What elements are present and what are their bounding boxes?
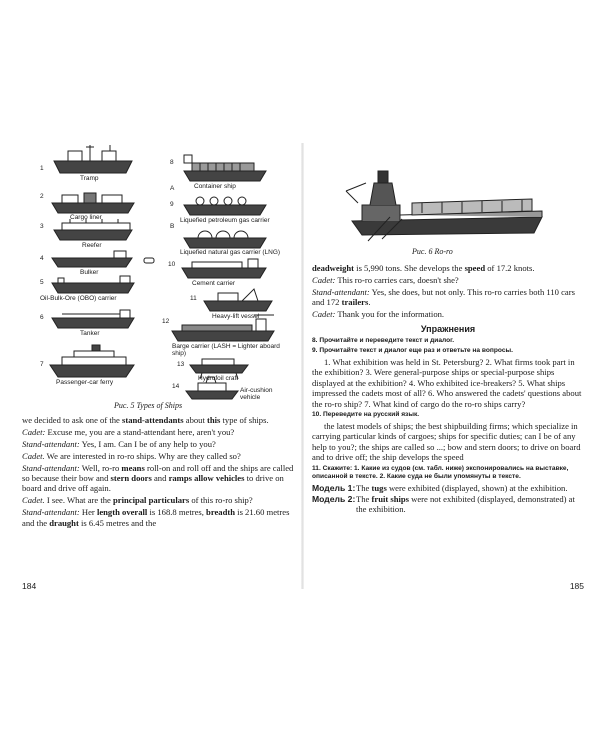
ship-label: Bulker <box>80 269 99 276</box>
ship-label: Container ship <box>194 183 236 190</box>
ship-cargo-liner-drawing <box>52 193 134 213</box>
dialogue-line: Cadet: This ro-ro carries cars, doesn't she? <box>312 274 459 285</box>
ship-number: 1 <box>40 165 44 172</box>
figure-types-of-ships <box>22 143 294 413</box>
ship-number: 2 <box>40 193 44 200</box>
task-9: 9. Прочитайте текст и диалог еще раз и ответьте на вопросы. <box>312 346 513 354</box>
page-number: 185 <box>569 581 584 591</box>
figure-caption: Рис. 5 Types of Ships <box>114 401 183 410</box>
ship-tramp-drawing <box>54 145 132 173</box>
model-label: Модель 1: <box>312 482 356 493</box>
left-page <box>22 143 294 589</box>
phrases-paragraph: the latest models of ships; the best shipbuilding firms; which specialize in carrying particular kinds of cargoes; ships for specific duties; can I be of any help to you?; the ships are called so ...; bow and stern doors; to drive on board and to drive off; the ship develops the speed <box>312 420 581 463</box>
ship-ferry-drawing <box>50 345 134 377</box>
ship-label: Cement carrier <box>192 280 235 287</box>
intro-paragraph: we decided to ask one of the stand-attendants about this type of ships. <box>22 415 269 425</box>
book-spread <box>22 143 584 589</box>
marker-a: A <box>170 185 175 192</box>
ship-bulker-drawing <box>52 251 154 267</box>
ship-number: 4 <box>40 255 44 262</box>
ship-label: Passenger-car ferry <box>56 379 114 386</box>
ship-label: Cargo liner <box>70 214 102 221</box>
task-10: 10. Переведите на русский язык. <box>312 410 420 418</box>
dialogue-line: Cadet: Excuse me, you are a stand-attendant here, aren't you? <box>22 426 235 437</box>
ship-lpg-drawing <box>184 197 266 215</box>
marker-b: B <box>170 223 175 230</box>
dialogue-line: Stand-attendant: Yes, I am. Can I be of any help to you? <box>22 438 216 449</box>
ship-label: Reefer <box>82 242 102 249</box>
model-text: The tugs were exhibited (displayed, shown) at the exhibition. <box>356 482 568 493</box>
ship-label: Oil-Bulk-Ore (OBO) carrier <box>40 295 117 302</box>
dialogue-line: Stand-attendant: Well, ro-ro means roll-on and roll off and the ships are called so because their bow and stern doors and ramps allow vehicles to drive on board and drive off again. <box>22 462 294 494</box>
dialogue-line: Stand-attendant: Her length overall is 168.8 metres, breadth is 21.60 metres and the draught is 6.45 metres and the <box>22 507 290 528</box>
model-text: The fruit ships were not exhibited (displayed, demonstrated) at the exhibition. <box>356 494 575 515</box>
ship-tanker-drawing <box>52 310 134 328</box>
ship-label: Tanker <box>80 330 100 337</box>
task-11: 11. Скажите: 1. Какие из судов (см. табл. ниже) экспонировались на выставке, описанной в тексте. 2. Какие суда не были упомянуты в тексте. <box>312 464 569 480</box>
ship-heavy-lift-drawing <box>204 289 272 311</box>
right-page <box>312 143 584 589</box>
model-2 <box>312 494 584 515</box>
page-number: 184 <box>22 581 37 591</box>
book-gutter <box>301 143 304 589</box>
ship-number: 12 <box>162 318 170 325</box>
right-text <box>312 263 584 515</box>
ship-label: Tramp <box>80 175 99 182</box>
dialogue-line: Stand-attendant: Yes, she does, but not only. This ro-ro carries both 110 cars and 172 trailers. <box>312 286 575 308</box>
ship-label: Liquefied natural gas carrier (LNG) <box>180 249 281 256</box>
ship-silhouettes <box>22 143 294 413</box>
ship-number: 7 <box>40 361 44 368</box>
ship-container-drawing <box>184 155 266 181</box>
ship-number: 13 <box>177 361 185 368</box>
continuation-paragraph: deadweight is 5,990 tons. She develops the speed of 17.2 knots. <box>312 263 535 273</box>
model-1 <box>312 483 584 493</box>
ship-lng-drawing <box>184 231 266 248</box>
ship-number: 5 <box>40 279 44 286</box>
questions-paragraph: 1. What exhibition was held in St. Petersburg? 2. What firms took part in the exhibition? 3. Were general-purpose ships or special-purpose ships displayed at the exhibition? 4. Who exhibited ice-breakers? 5. What ships impressed the cadets most of all? 6. Who answered the cadets' questions about the ro-ro ship? 7. What kind of cargo do the ro-ro ships carry? <box>312 356 582 409</box>
ship-number: 9 <box>170 201 174 208</box>
ship-label: Barge carrier (LASH = Lighter aboard ship) <box>172 343 280 357</box>
ro-ro-ship-drawing <box>342 143 552 243</box>
ship-number: 10 <box>168 261 176 268</box>
exercises-heading: Упражнения <box>420 323 476 334</box>
ship-number: 14 <box>172 383 180 390</box>
ship-reefer-drawing <box>54 219 132 240</box>
ship-number: 6 <box>40 314 44 321</box>
ship-cement-drawing <box>182 259 266 278</box>
left-text <box>22 415 294 530</box>
ship-obo-drawing <box>52 276 134 293</box>
dialogue-line: Cadet. We are interested in ro-ro ships. Why are they called so? <box>22 450 241 461</box>
ship-number: 3 <box>40 223 44 230</box>
model-label: Модель 2: <box>312 494 356 504</box>
ship-number: 8 <box>170 159 174 166</box>
ship-label: Hydrofoil craft <box>198 375 239 382</box>
ship-label: Air-cushion vehicle <box>240 387 273 401</box>
dialogue-line: Cadet. I see. What are the principal particulars of this ro-ro ship? <box>22 495 253 506</box>
figure-caption: Рис. 6 Ro-ro <box>412 247 453 256</box>
ship-number: 11 <box>190 295 197 302</box>
task-8: 8. Прочитайте и переведите текст и диалог. <box>312 336 455 344</box>
ship-label: Heavy-lift vessel <box>212 313 260 320</box>
figure-ro-ro <box>342 143 552 253</box>
dialogue-line: Cadet: Thank you for the information. <box>312 309 445 320</box>
ship-label: Liquefied petroleum gas carrier <box>180 217 270 224</box>
